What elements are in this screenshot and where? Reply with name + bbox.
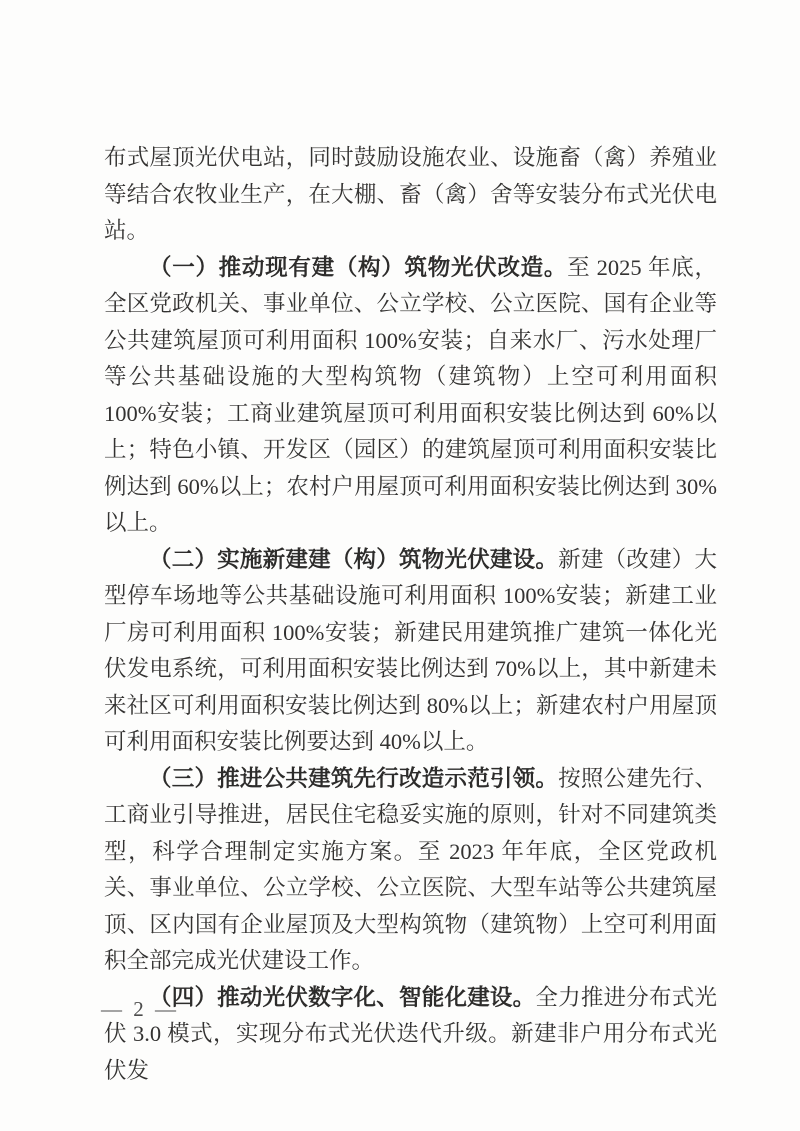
paragraph — [104, 250, 717, 542]
clause-heading: （一）推动现有建（构）筑物光伏改造。 — [149, 254, 568, 280]
paragraph — [104, 980, 717, 1090]
paragraph — [104, 140, 717, 250]
paragraph — [104, 542, 717, 761]
paragraph-text: 布式屋顶光伏电站，同时鼓励设施农业、设施畜（禽）养殖业等结合农牧业生产，在大棚、畜（禽）舍等安装分布式光伏电站。 — [104, 145, 717, 243]
paragraph-text: 新建（改建）大型停车场地等公共基础设施可利用面积 100%安装；新建工业厂房可利用面积 100%安装；新建民用建筑推广建筑一体化光伏发电系统，可利用面积安装比例达到 70%以上，其中新建未来社区可利用面积安装比例达到 80%以上；新建农村户用屋顶可利用面积安装比例要达到 40%以上。 — [104, 546, 717, 754]
clause-heading: （四）推动光伏数字化、智能化建设。 — [149, 984, 536, 1010]
paragraph-text: 全力推进分布式光伏 3.0 模式，实现分布式光伏迭代升级。新建非户用分布式光伏发 — [104, 984, 717, 1083]
paragraph-text: 至 2025 年底，全区党政机关、事业单位、公立学校、公立医院、国有企业等公共建筑屋顶可利用面积 100%安装；自来水厂、污水处理厂等公共基础设施的大型构筑物（建筑物）上空可利用面积 100%安装；工商业建筑屋顶可利用面积安装比例达到 60%以上；特色小镇、开发区（园区）的建筑屋顶可利用面积安装比例达到 60%以上；农村户用屋顶可利用面积安装比例达到 30%以上。 — [104, 254, 717, 535]
document-text-block — [104, 140, 717, 1089]
clause-heading: （三）推进公共建筑先行改造示范引领。 — [149, 765, 559, 791]
paragraph-text: 按照公建先行、工商业引导推进，居民住宅稳妥实施的原则，针对不同建筑类型，科学合理制定实施方案。至 2023 年年底，全区党政机关、事业单位、公立学校、公立医院、大型车站等公共建筑屋顶、区内国有企业屋顶及大型构筑物（建筑物）上空可利用面积全部完成光伏建设工作。 — [104, 765, 717, 973]
paragraph — [104, 761, 717, 980]
page-number: — 2 — — [101, 997, 179, 1021]
clause-heading: （二）实施新建建（构）筑物光伏建设。 — [149, 546, 559, 572]
